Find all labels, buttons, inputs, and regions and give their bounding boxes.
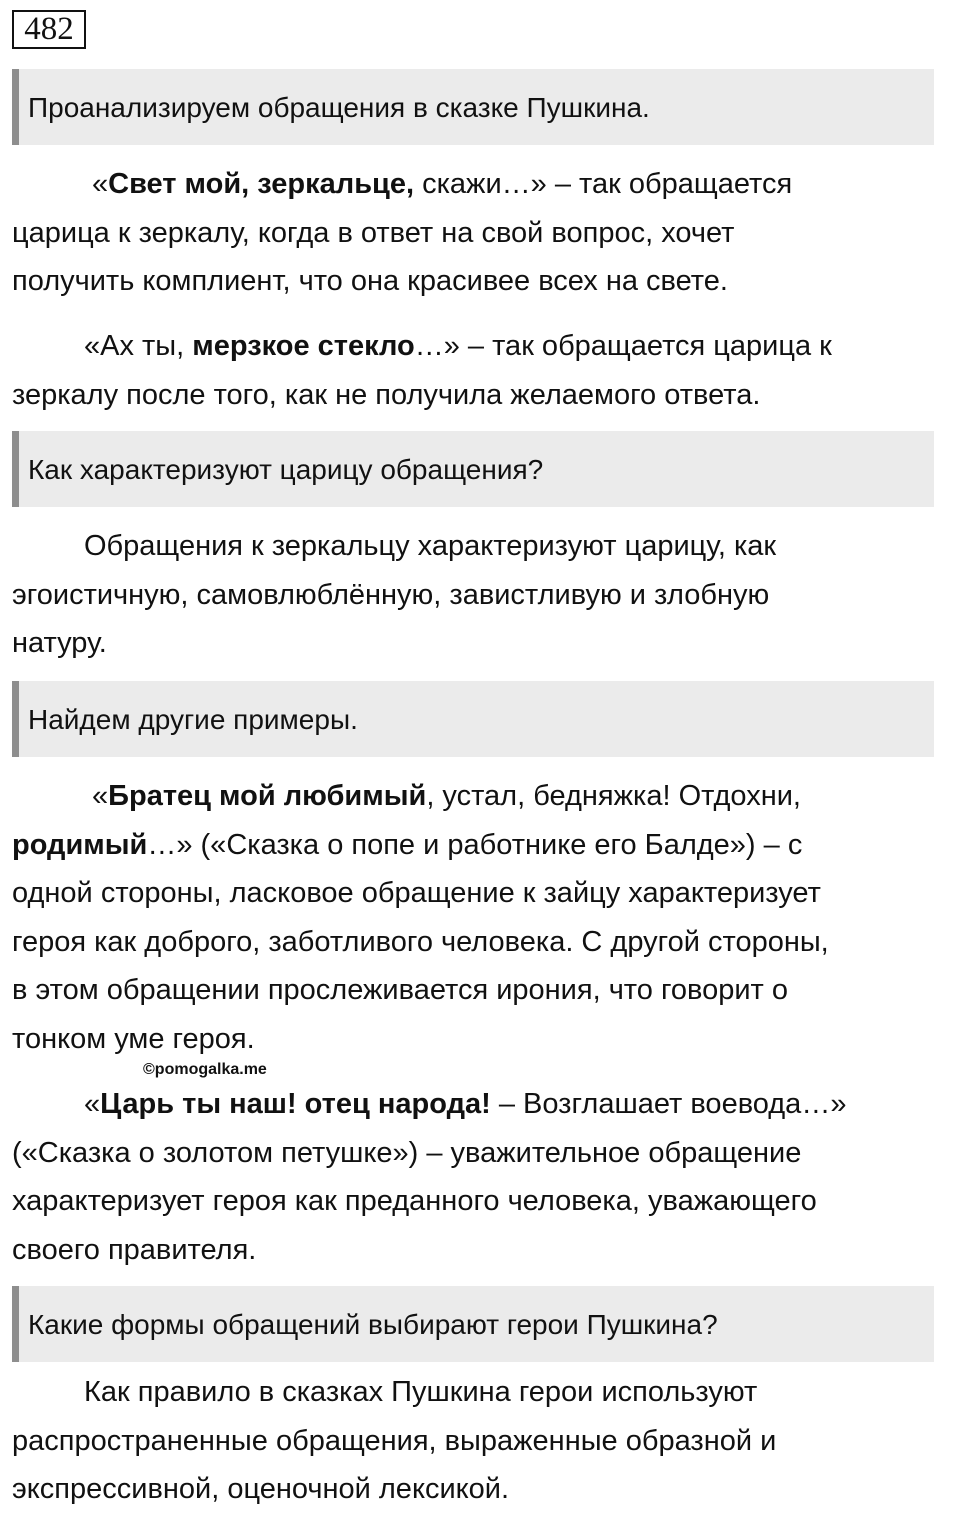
answer-4-line-5: в этом обращении прослеживается ирония, что говорит о bbox=[12, 974, 789, 1006]
task-number: 482 bbox=[12, 10, 86, 49]
answer-4-line-1: «Братец мой любимый, устал, бедняжка! Отдохни, bbox=[92, 780, 801, 812]
answer-3-line-2: эгоистичную, самовлюблённую, завистливую и злобную bbox=[12, 578, 770, 611]
answer-4 bbox=[12, 772, 948, 1063]
answer-2-line-2: зеркалу после того, как не получила желаемого ответа. bbox=[12, 378, 761, 411]
answer-2-line-1: «Ах ты, мерзкое стекло…» – так обращается царица к bbox=[84, 330, 832, 362]
answer-3 bbox=[12, 522, 948, 668]
answer-4-line-3: одной стороны, ласковое обращение к зайцу характеризует bbox=[12, 877, 821, 909]
answer-5-line-4: своего правителя. bbox=[12, 1233, 257, 1266]
answer-5-line-1: «Царь ты наш! отец народа! – Возглашает воевода…» bbox=[84, 1088, 847, 1120]
answer-1-line-2: царица к зеркалу, когда в ответ на свой вопрос, хочет bbox=[12, 216, 735, 249]
answer-6-line-2: распространенные обращения, выраженные образной и bbox=[12, 1424, 777, 1457]
answer-3-line-3: натуру. bbox=[12, 627, 107, 659]
question-2: Как характеризуют царицу обращения? bbox=[28, 454, 544, 485]
answer-1 bbox=[12, 160, 948, 306]
answer-6 bbox=[12, 1368, 948, 1514]
answer-4-line-6: тонком уме героя. bbox=[12, 1022, 255, 1055]
answer-5-line-2: («Сказка о золотом петушке») – уважительное обращение bbox=[12, 1136, 802, 1169]
answer-4-line-4: героя как доброго, заботливого человека. С другой стороны, bbox=[12, 925, 829, 958]
question-4: Какие формы обращений выбирают герои Пушкина? bbox=[28, 1309, 718, 1340]
answer-5-line-3: характеризует героя как преданного человека, уважающего bbox=[12, 1185, 817, 1217]
answer-6-line-1: Как правило в сказках Пушкина герои используют bbox=[84, 1376, 758, 1408]
answer-4-line-2: родимый…» («Сказка о попе и работнике его Балде») – с bbox=[12, 828, 803, 861]
answer-6-line-3: экспрессивной, оценочной лексикой. bbox=[12, 1473, 510, 1505]
answer-1-line-1: «Свет мой, зеркальце, скажи…» – так обращается bbox=[92, 168, 793, 200]
answer-2 bbox=[12, 322, 948, 419]
answer-5 bbox=[12, 1080, 948, 1274]
watermark: ©pomogalka.me bbox=[143, 1061, 267, 1078]
question-3: Найдем другие примеры. bbox=[28, 704, 358, 735]
answer-3-line-1: Обращения к зеркальцу характеризуют царицу, как bbox=[84, 530, 777, 562]
answer-1-line-3: получить комплиент, что она красивее всех на свете. bbox=[12, 265, 728, 297]
question-1: Проанализируем обращения в сказке Пушкина. bbox=[28, 92, 650, 123]
